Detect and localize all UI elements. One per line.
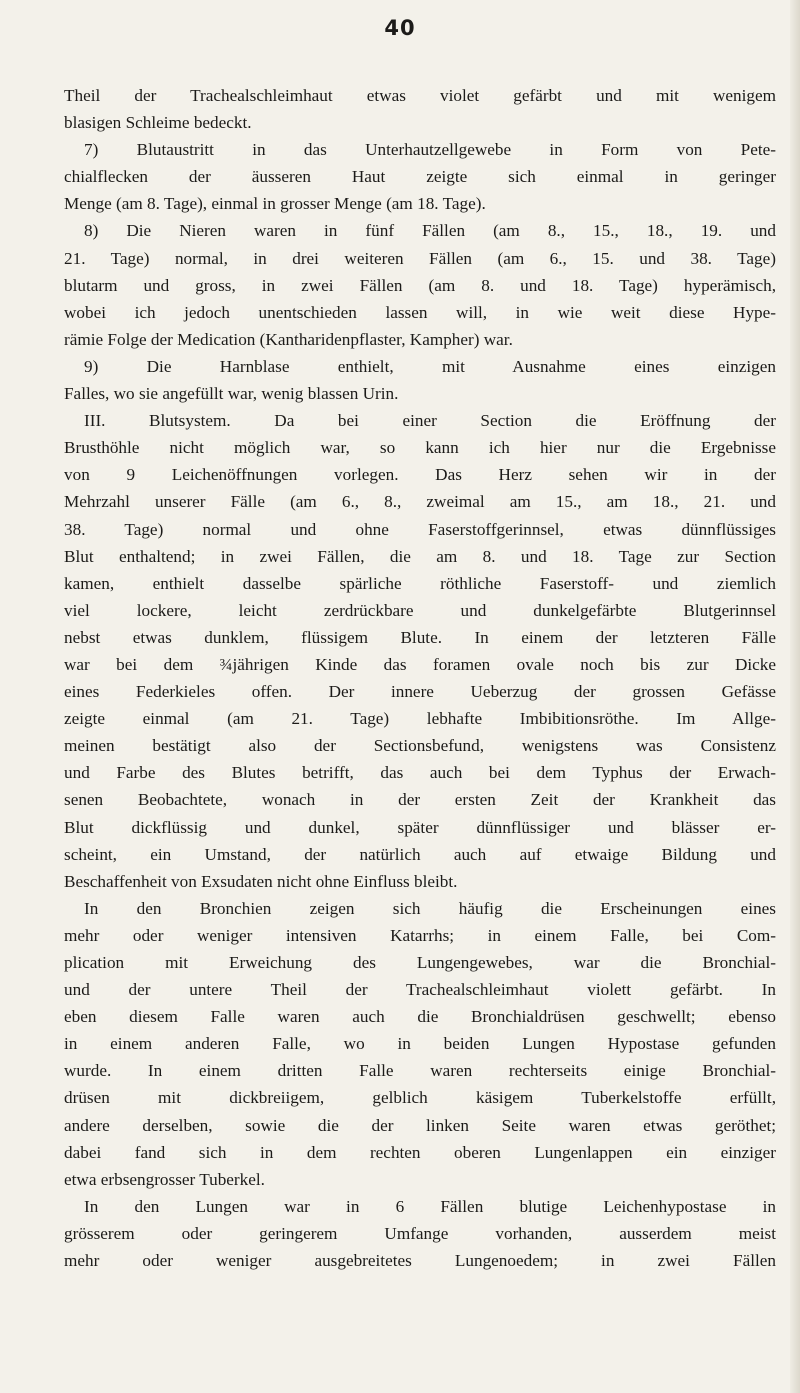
text-line: mehr oder weniger ausgebreitetes Lungenoedem; in zwei Fällen [64,1251,776,1271]
text-line: chialflecken der äusseren Haut zeigte sich einmal in geringer [64,167,776,187]
text-line: Beschaffenheit von Exsudaten nicht ohne Einfluss bleibt. [64,871,458,891]
text-line: eines Federkieles offen. Der innere Ueberzug der grossen Gefässe [64,682,776,702]
text-line: 21. Tage) normal, in drei weiteren Fällen (am 6., 15. und 38. Tage) [64,248,776,268]
text-line: Brusthöhle nicht möglich war, so kann ich hier nur die Ergebnisse [64,438,776,458]
text-line: zeigte einmal (am 21. Tage) lebhafte Imbibitionsröthe. Im Allge- [64,709,776,729]
text-line: In den Bronchien zeigen sich häufig die Erscheinungen eines [84,898,776,918]
text-line: Falles, wo sie angefüllt war, wenig blassen Urin. [64,384,399,404]
text-line: scheint, ein Umstand, der natürlich auch auf etwaige Bildung und [64,844,776,864]
text-line: dabei fand sich in dem rechten oberen Lungenlappen ein einziger [64,1142,776,1162]
text-line: in einem anderen Falle, wo in beiden Lungen Hypostase gefunden [64,1034,776,1054]
text-line: 9) Die Harnblase enthielt, mit Ausnahme eines einzigen [84,356,776,376]
text-line: war bei dem ¾jährigen Kinde das foramen ovale noch bis zur Dicke [64,654,776,674]
text-line: Menge (am 8. Tage), einmal in grosser Menge (am 18. Tage). [64,194,486,214]
text-line: von 9 Leichenöffnungen vorlegen. Das Herz sehen wir in der [64,465,776,485]
page-text [64,82,776,1274]
text-line: grösserem oder geringerem Umfange vorhanden, ausserdem meist [64,1223,776,1243]
text-line: meinen bestätigt also der Sectionsbefund, wenigstens was Consistenz [64,736,776,756]
text-line: blutarm und gross, in zwei Fällen (am 8. und 18. Tage) hyperämisch, [64,275,776,295]
text-line: Blut dickflüssig und dunkel, später dünnflüssiger und blässer er- [64,817,776,837]
text-line: Mehrzahl unserer Fälle (am 6., 8., zweimal am 15., am 18., 21. und [64,492,776,512]
text-line: drüsen mit dickbreiigem, gelblich käsigem Tuberkelstoffe erfüllt, [64,1088,776,1108]
text-line: viel lockere, leicht zerdrückbare und dunkelgefärbte Blutgerinnsel [64,600,776,620]
page-edge-shadow [790,0,800,1393]
text-line: und Farbe des Blutes betrifft, das auch bei dem Typhus der Erwach- [64,763,776,783]
text-line: mehr oder weniger intensiven Katarrhs; in einem Falle, bei Com- [64,925,776,945]
text-line: eben diesem Falle waren auch die Bronchialdrüsen geschwellt; ebenso [64,1007,776,1027]
text-line: etwa erbsengrosser Tuberkel. [64,1169,265,1189]
text-line: 38. Tage) normal und ohne Faserstoffgerinnsel, etwas dünnflüssiges [64,519,776,539]
text-line: nebst etwas dunklem, flüssigem Blute. In einem der letzteren Fälle [64,627,776,647]
text-line: rämie Folge der Medication (Kantharidenpflaster, Kampher) war. [64,329,513,349]
text-line: senen Beobachtete, wonach in der ersten Zeit der Krankheit das [64,790,776,810]
text-line: kamen, enthielt dasselbe spärliche röthliche Faserstoff- und ziemlich [64,573,776,593]
text-line: wurde. In einem dritten Falle waren rechterseits einige Bronchial- [64,1061,776,1081]
text-line: wobei ich jedoch unentschieden lassen will, in wie weit diese Hype- [64,302,776,322]
text-line: 7) Blutaustritt in das Unterhautzellgewebe in Form von Pete- [84,140,776,160]
text-line: plication mit Erweichung des Lungengewebes, war die Bronchial- [64,953,776,972]
text-line: In den Lungen war in 6 Fällen blutige Leichenhypostase in [84,1196,776,1216]
text-line: andere derselben, sowie die der linken Seite waren etwas geröthet; [64,1115,776,1135]
text-line: Theil der Trachealschleimhaut etwas violet gefärbt und mit wenigem [64,86,776,105]
text-line: blasigen Schleime bedeckt. [64,113,252,133]
section-heading-line: III. Blutsystem. Da bei einer Section die Eröffnung der [84,411,776,431]
page-number: 40 [384,16,416,40]
text-line: Blut enthaltend; in zwei Fällen, die am 8. und 18. Tage zur Section [64,546,776,566]
text-line: und der untere Theil der Trachealschleimhaut violett gefärbt. In [64,980,776,1000]
text-line: 8) Die Nieren waren in fünf Fällen (am 8., 15., 18., 19. und [84,221,776,241]
